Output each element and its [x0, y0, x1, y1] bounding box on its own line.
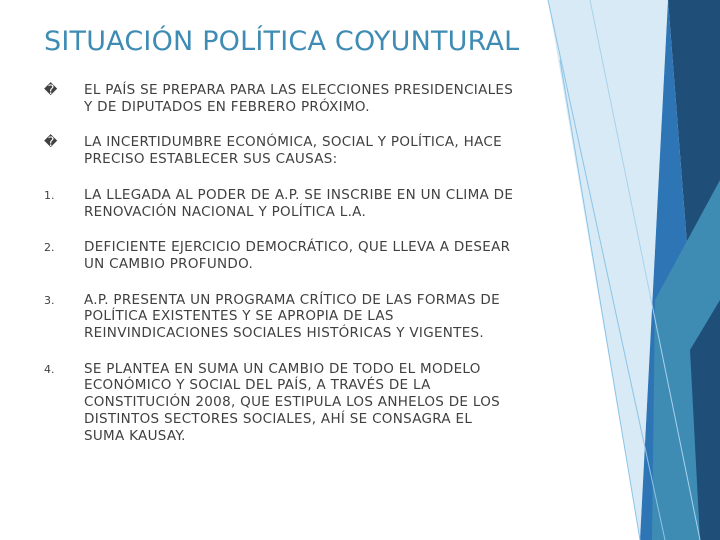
list-item-text: EL PAÍS SE PREPARA PARA LAS ELECCIONES PRESIDENCIALES Y DE DIPUTADOS EN FEBRERO PRÓXIMO. — [84, 82, 514, 115]
list-item-text: SE PLANTEA EN SUMA UN CAMBIO DE TODO EL MODELO ECONÓMICO Y SOCIAL DEL PAÍS, A TRAVÉS DE LA CONSTITUCIÓN 2008, QUE ESTIPULA LOS ANHELOS DE LOS DISTINTOS SECTORES SOCIALES, AHÍ SE CONSAGRA EL SUMA KAUSAY. — [84, 360, 500, 444]
list-item — [44, 134, 514, 167]
missing-glyph-box-icon: � — [44, 83, 58, 98]
list-item-text: LA INCERTIDUMBRE ECONÓMICA, SOCIAL Y POLÍTICA, HACE PRECISO ESTABLECER SUS CAUSAS: — [84, 134, 502, 168]
list-item-text: DEFICIENTE EJERCICIO DEMOCRÁTICO, QUE LLEVA A DESEAR UN CAMBIO PROFUNDO. — [84, 239, 511, 272]
list-item-text: A.P. PRESENTA UN PROGRAMA CRÍTICO DE LAS FORMAS DE POLÍTICA EXISTENTES Y SE APROPIA DE LAS REINVINDICACIONES SOCIALES HISTÓRICAS Y VIGENTES. — [84, 291, 500, 342]
list-item — [44, 239, 514, 272]
list-item-number: 1. — [44, 188, 55, 202]
list-item — [44, 292, 514, 342]
bullet-list — [44, 82, 514, 444]
list-item — [44, 82, 514, 115]
list-item — [44, 361, 514, 445]
missing-glyph-box-icon: � — [44, 135, 58, 151]
slide-title: SITUACIÓN POLÍTICA COYUNTURAL — [44, 26, 520, 57]
list-item — [44, 187, 514, 220]
list-item-number: 4. — [44, 362, 55, 376]
list-item-number: 2. — [44, 241, 55, 255]
list-item-number: 3. — [44, 293, 55, 307]
list-item-text: LA LLEGADA AL PODER DE A.P. SE INSCRIBE EN UN CLIMA DE RENOVACIÓN NACIONAL Y POLÍTICA L.A. — [84, 186, 514, 220]
